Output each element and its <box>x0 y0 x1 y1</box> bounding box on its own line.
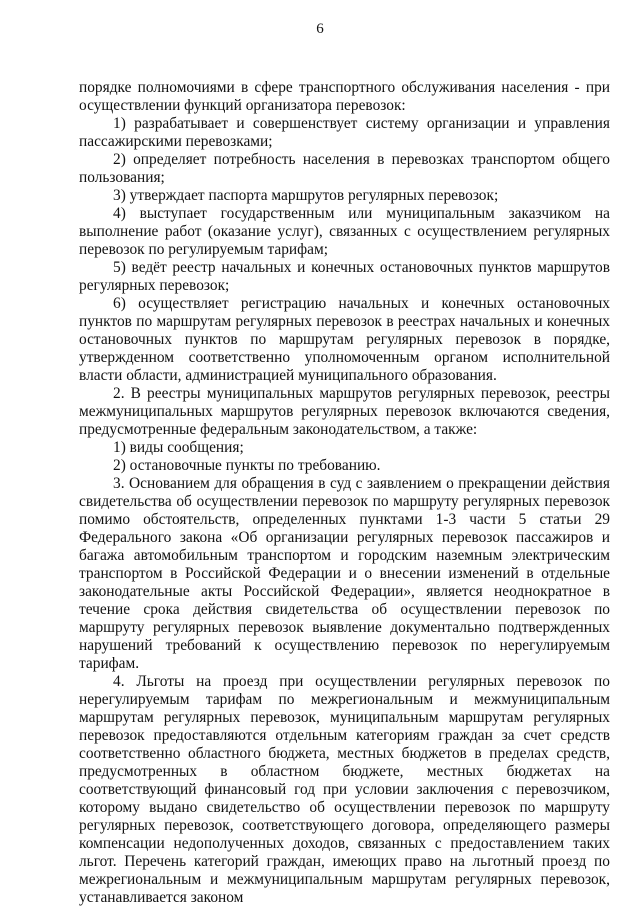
paragraph-item-5: 5) ведёт реестр начальных и конечных остановочных пунктов маршрутов регулярных перевозок; <box>79 259 610 294</box>
paragraph-section-3: 3. Основанием для обращения в суд с заявлением о прекращении действия свидетельства об осуществлении перевозок по маршруту регулярных перевозок помимо обстоятельств, определенных пунктами 1-3 части 5 статьи 29 Федерального закона «Об организации регулярных перевозок пассажиров и багажа автомобильным транспортом и городским наземным электрическим транспортом в Российской Федерации и о внесении изменений в отдельные законодательные акты Российской Федерации», является неоднократное в течение срока действия свидетельства об осуществлении перевозок по маршруту регулярных перевозок выявление документально подтвержденных нарушений требований к осуществлению перевозок по нерегулируемым тарифам. <box>79 475 610 672</box>
paragraph-item-3: 3) утверждает паспорта маршрутов регулярных перевозок; <box>113 187 499 204</box>
page-number: 6 <box>316 21 324 37</box>
paragraph-continuation: порядке полномочиями в сфере транспортного обслуживания населения - при осуществлении функций организатора перевозок: <box>79 79 610 114</box>
paragraph-section-2-item-1: 1) виды сообщения; <box>113 439 244 456</box>
paragraph-item-6: 6) осуществляет регистрацию начальных и конечных остановочных пунктов по маршрутам регулярных перевозок в реестрах начальных и конечных остановочных пунктов по маршрутам регулярных перевозок в порядке, утвержденном соответственно уполномоченным органом исполнительной власти области, администрацией муниципального образования. <box>79 295 610 384</box>
document-body <box>79 79 610 907</box>
paragraph-item-1: 1) разрабатывает и совершенствует систему организации и управления пассажирскими перевозками; <box>79 115 610 150</box>
paragraph-item-2: 2) определяет потребность населения в перевозках транспортом общего пользования; <box>79 151 610 186</box>
paragraph-section-4: 4. Льготы на проезд при осуществлении регулярных перевозок по нерегулируемым тарифам по межрегиональным и межмуниципальным маршрутам регулярных перевозок, муниципальным маршрутам регулярных перевозок предоставляются отдельным категориям граждан за счет средств соответственно областного бюджета, местных бюджетов в пределах средств, предусмотренных в областном бюджете, местных бюджетах на соответствующий финансовый год при условии заключения с перевозчиком, которому выдано свидетельство об осуществлении перевозок по маршруту регулярных перевозок, соответствующего договора, определяющего размеры компенсации недополученных доходов, связанных с предоставлением таких льгот. Перечень категорий граждан, имеющих право на льготный проезд по межрегиональным и межмуниципальным маршрутам регулярных перевозок, устанавливается законом <box>79 673 610 906</box>
paragraph-section-2: 2. В реестры муниципальных маршрутов регулярных перевозок, реестры межмуниципальных маршрутов регулярных перевозок включаются сведения, предусмотренные федеральным законодательством, а также: <box>79 385 610 438</box>
paragraph-item-4: 4) выступает государственным или муниципальным заказчиком на выполнение работ (оказание услуг), связанных с осуществлением регулярных перевозок по регулируемым тарифам; <box>79 205 610 258</box>
paragraph-section-2-item-2: 2) остановочные пункты по требованию. <box>113 457 381 474</box>
